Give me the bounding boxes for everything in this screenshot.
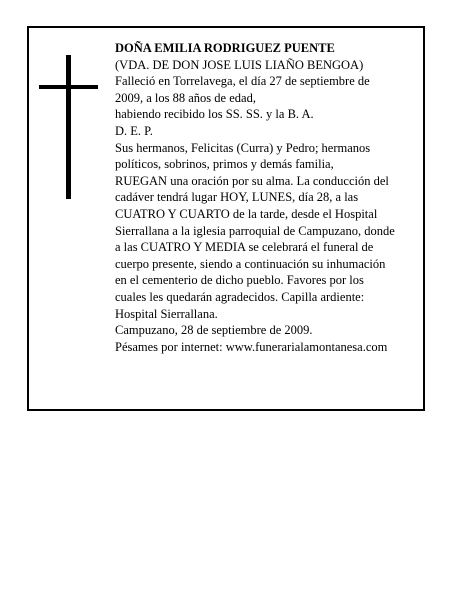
notice-line: cuales les quedarán agradecidos. Capilla ardiente: (115, 289, 365, 304)
notice-line: Campuzano, 28 de septiembre de 2009. (115, 323, 313, 338)
notice-line: D. E. P. (115, 123, 153, 138)
notice-line: Sierrallana a la iglesia parroquial de Campuzano, donde (115, 223, 395, 238)
notice-line: cuerpo presente, siendo a continuación su inhumación (115, 256, 386, 271)
notice-text (115, 40, 420, 355)
deceased-name: DOÑA EMILIA RODRIGUEZ PUENTE (115, 41, 335, 55)
condolences-line: Pésames por internet: www.funerarialamontanesa.com (115, 339, 388, 354)
notice-line: 2009, a los 88 años de edad, (115, 90, 256, 105)
notice-line: Sus hermanos, Felicitas (Curra) y Pedro; hermanos (115, 140, 371, 155)
notice-line: cadáver tendrá lugar HOY, LUNES, día 28, a las (115, 190, 359, 205)
cross-vertical-bar (66, 55, 71, 199)
widow-of-line: (VDA. DE DON JOSE LUIS LIAÑO BENGOA) (115, 57, 364, 72)
notice-line: en el cementerio de dicho pueblo. Favores por los (115, 273, 364, 288)
latin-cross-icon (39, 55, 98, 199)
cross-horizontal-bar (39, 85, 98, 89)
notice-line: Falleció en Torrelavega, el día 27 de septiembre de (115, 74, 370, 89)
notice-line: RUEGAN una oración por su alma. La conducción del (115, 173, 389, 188)
notice-line: a las CUATRO Y MEDIA se celebrará el funeral de (115, 240, 374, 255)
notice-line: habiendo recibido los SS. SS. y la B. A. (115, 107, 314, 122)
obituary-notice (27, 26, 425, 411)
notice-line: CUATRO Y CUARTO de la tarde, desde el Hospital (115, 206, 378, 221)
notice-line: Hospital Sierrallana. (115, 306, 218, 321)
notice-line: políticos, sobrinos, primos y demás familia, (115, 157, 334, 172)
